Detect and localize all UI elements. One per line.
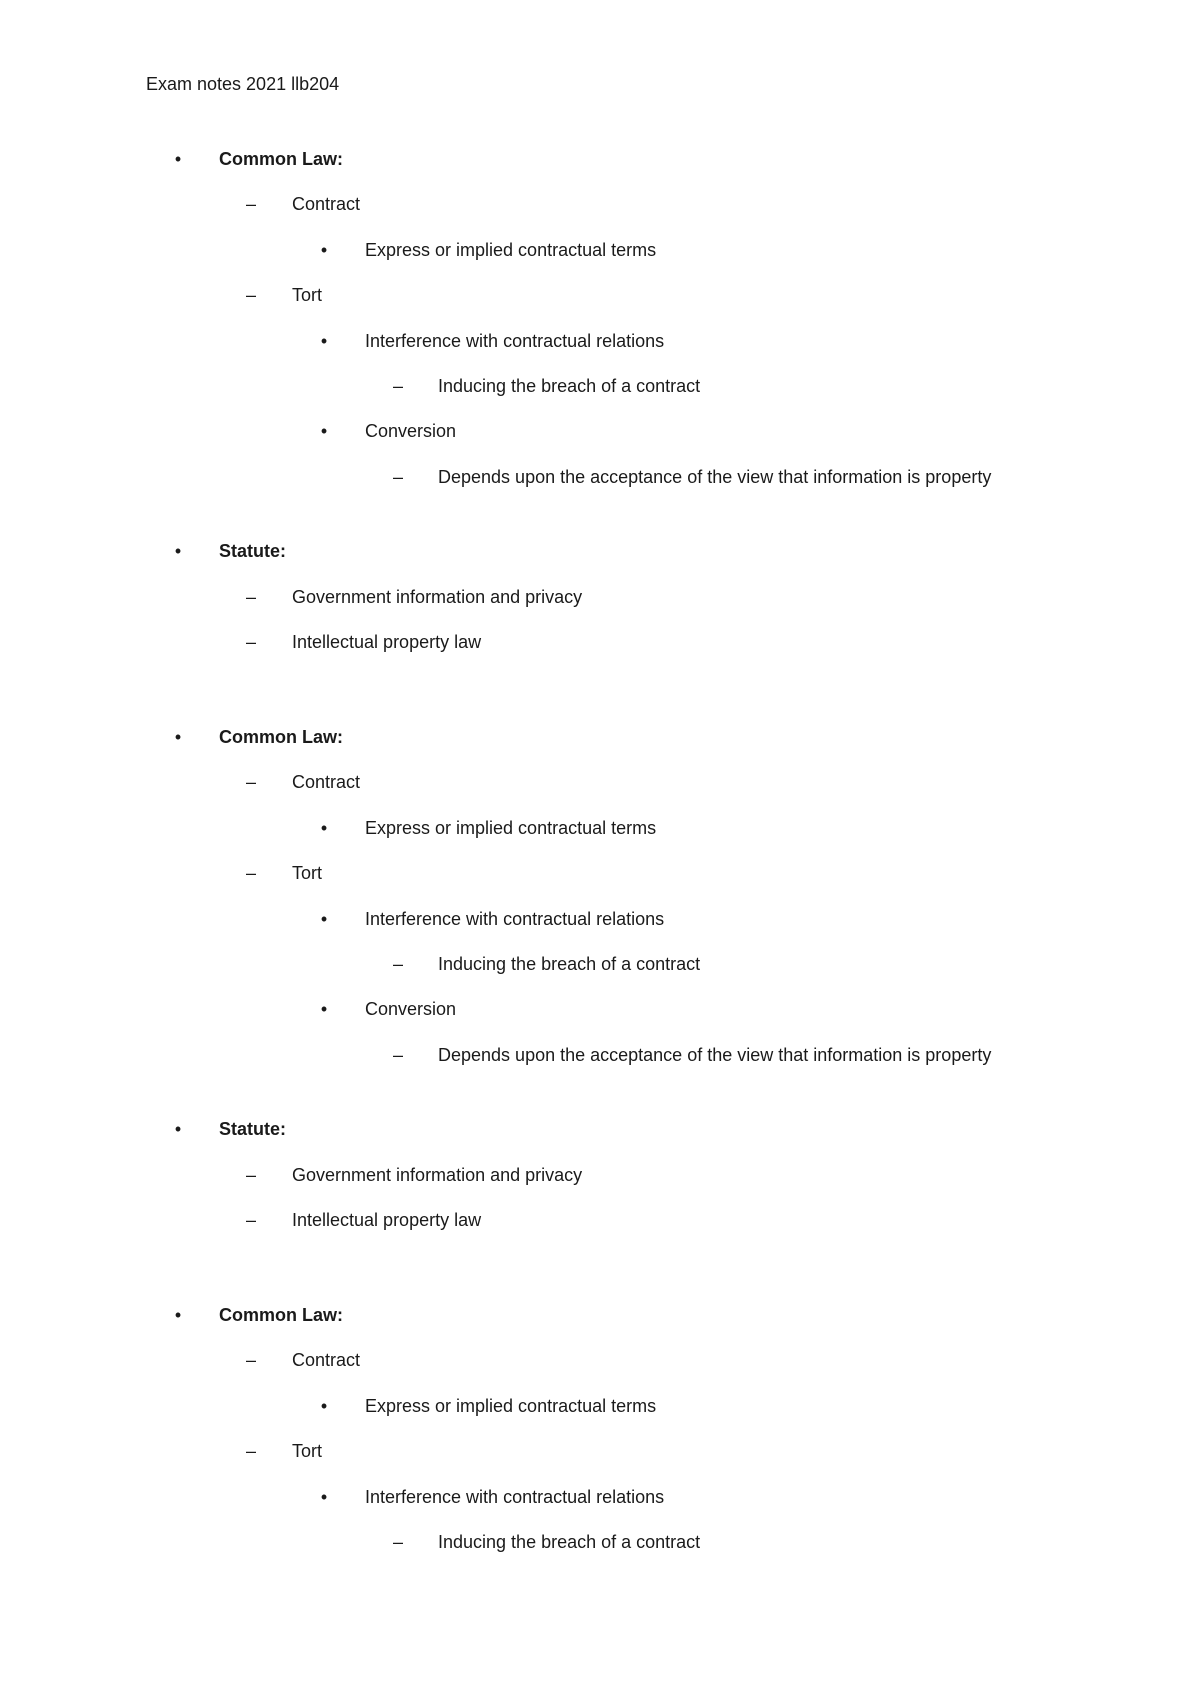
outline-item-text: Express or implied contractual terms: [365, 1395, 657, 1416]
outline-item-text: Common Law:: [219, 727, 343, 747]
bullet-icon: •: [174, 149, 182, 169]
bullet-icon: •: [320, 1486, 328, 1507]
outline-item-text: Intellectual property law: [292, 1210, 482, 1230]
outline-item-text: Depends upon the acceptance of the view that information is property: [438, 466, 992, 487]
dash-icon: –: [245, 586, 256, 607]
dash-icon: –: [245, 863, 256, 884]
outline-item-text: Intellectual property law: [292, 632, 482, 652]
bullet-icon: •: [320, 330, 328, 351]
outline-item-text: Inducing the breach of a contract: [438, 376, 701, 396]
dash-icon: –: [245, 772, 256, 793]
outline-item-text: Contract: [292, 772, 361, 793]
outline-item-text: Express or implied contractual terms: [365, 817, 657, 838]
document-title: Exam notes 2021 llb204: [146, 74, 340, 94]
bullet-icon: •: [320, 999, 328, 1020]
outline-item-text: Common Law:: [219, 1305, 343, 1325]
bullet-icon: •: [320, 421, 328, 442]
outline-item-text: Tort: [292, 285, 323, 306]
dash-icon: –: [245, 1210, 256, 1230]
outline-item-text: Conversion: [365, 999, 457, 1020]
dash-icon: –: [245, 194, 256, 215]
outline-item-text: Interference with contractual relations: [365, 908, 665, 929]
dash-icon: –: [245, 285, 256, 306]
outline-item-text: Interference with contractual relations: [365, 330, 665, 351]
bullet-icon: •: [320, 239, 328, 260]
dash-icon: –: [392, 954, 403, 974]
outline-item-text: Tort: [292, 863, 323, 884]
bullet-icon: •: [174, 1305, 182, 1325]
outline-item-text: Statute:: [219, 1119, 286, 1140]
bullet-icon: •: [320, 908, 328, 929]
dash-icon: –: [392, 376, 403, 396]
dash-icon: –: [392, 466, 403, 487]
dash-icon: –: [245, 632, 256, 652]
dash-icon: –: [245, 1441, 256, 1462]
outline-item-text: Contract: [292, 1350, 361, 1371]
outline-item-text: Statute:: [219, 541, 286, 562]
dash-icon: –: [245, 1350, 256, 1371]
outline-item-text: Government information and privacy: [292, 586, 583, 607]
bullet-icon: •: [320, 817, 328, 838]
dash-icon: –: [392, 1044, 403, 1065]
bullet-icon: •: [320, 1395, 328, 1416]
dash-icon: –: [245, 1164, 256, 1185]
outline-item-text: Depends upon the acceptance of the view that information is property: [438, 1044, 992, 1065]
outline-item-text: Government information and privacy: [292, 1164, 583, 1185]
bullet-icon: •: [174, 541, 182, 562]
outline-item-text: Express or implied contractual terms: [365, 239, 657, 260]
outline-item-text: Contract: [292, 194, 361, 215]
outline-item-text: Common Law:: [219, 149, 343, 169]
outline-item-text: Inducing the breach of a contract: [438, 954, 701, 974]
outline-item-text: Tort: [292, 1441, 323, 1462]
outline-item-text: Conversion: [365, 421, 457, 442]
outline-item-text: Interference with contractual relations: [365, 1486, 665, 1507]
bullet-icon: •: [174, 1119, 182, 1140]
bullet-icon: •: [174, 727, 182, 747]
dash-icon: –: [392, 1532, 403, 1552]
outline-item-text: Inducing the breach of a contract: [438, 1532, 701, 1552]
